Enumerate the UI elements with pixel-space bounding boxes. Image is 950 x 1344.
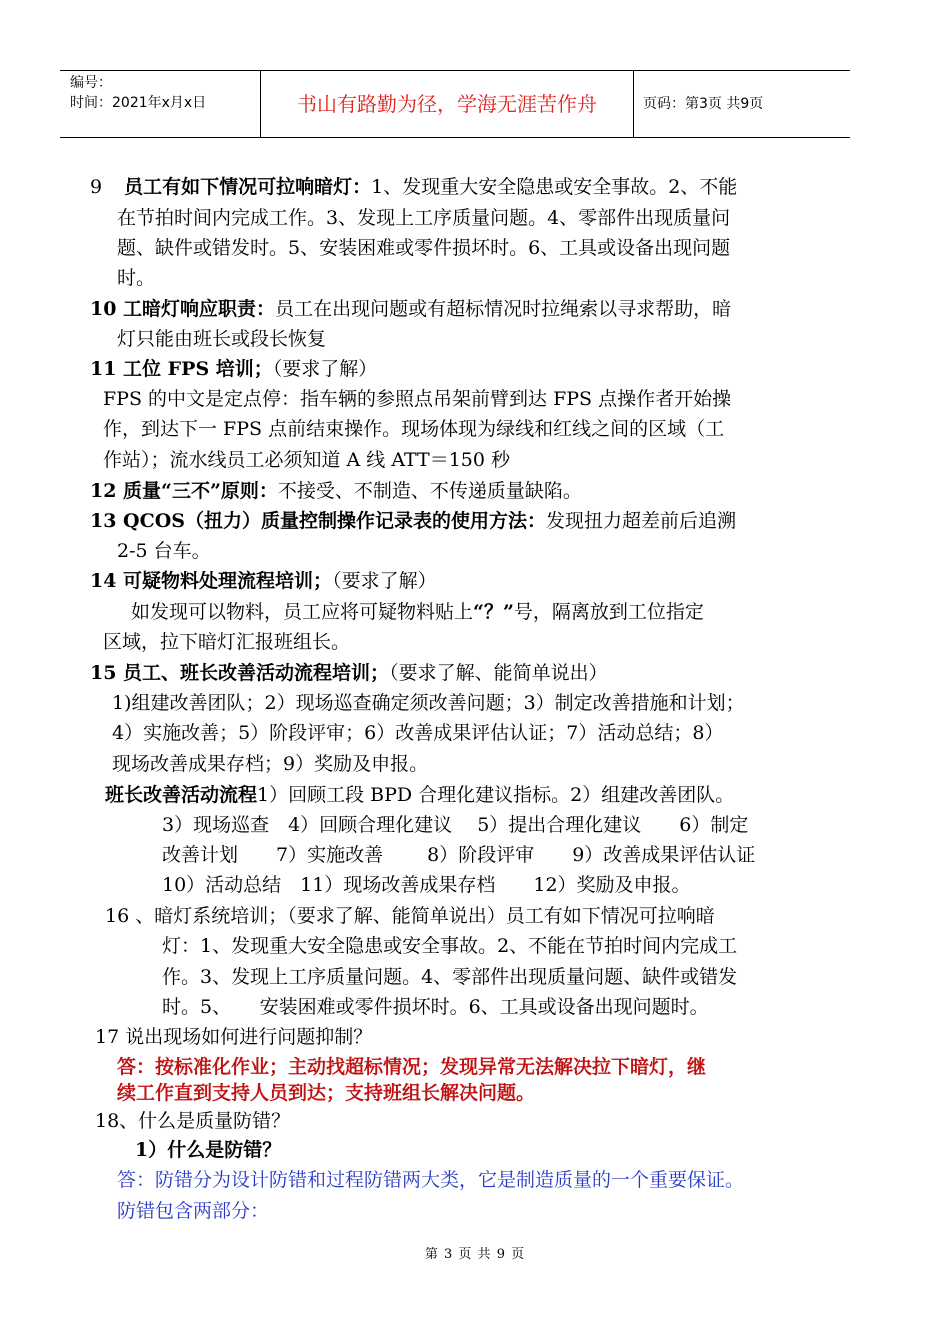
answer-line: 答：防错分为设计防错和过程防错两大类，它是制造质量的一个重要保证。 <box>117 1169 745 1191</box>
text-line <box>105 782 734 808</box>
sub-question-line: 1）什么是防错？ <box>135 1139 282 1161</box>
text-line: 灯：1、发现重大安全隐患或安全事故。2、不能在节拍时间内完成工 <box>162 935 738 957</box>
header-divider <box>633 71 634 137</box>
header-motto: 书山有路勤为径，学海无涯苦作舟 <box>297 92 597 116</box>
item-text: 号，隔离放到工位指定 <box>513 601 704 623</box>
text-line: 在节拍时间内完成工作。3、发现上工序质量问题。4、零部件出现质量问 <box>117 207 731 229</box>
item-text: （要求了解） <box>272 358 378 380</box>
text-line <box>131 599 704 625</box>
text-line <box>90 296 731 322</box>
text-line <box>90 660 608 686</box>
item-text: 1）回顾工段 BPD 合理化建议指标。2）组建改善团队。 <box>257 784 735 806</box>
text-line <box>90 356 377 382</box>
question-line: 18、什么是质量防错？ <box>95 1110 291 1132</box>
item-text: 1、发现重大安全隐患或安全事故。2、不能 <box>371 176 738 198</box>
text-line: 时。5、 安装困难或零件损坏时。6、工具或设备出现问题时。 <box>162 996 709 1018</box>
text-line <box>90 568 437 594</box>
text-line: 16 、暗灯系统培训；（要求了解、能简单说出）员工有如下情况可拉响暗 <box>105 905 715 927</box>
item-text: 如发现可以物料，员工应将可疑物料贴上 <box>131 601 474 623</box>
text-line: 作。3、发现上工序质量问题。4、零部件出现质量问题、缺件或错发 <box>162 966 738 988</box>
item-heading: 12 质量“三不”原则： <box>90 480 278 502</box>
item-heading: 14 可疑物料处理流程培训； <box>90 570 333 592</box>
header-number: 编号： <box>70 75 112 91</box>
text-line: 10）活动总结 11）现场改善成果存档 12）奖励及申报。 <box>162 874 691 896</box>
text-line: 2-5 台车。 <box>117 540 211 562</box>
item-text: （要求了解、能简单说出） <box>389 662 608 684</box>
answer-line: 防错包含两部分： <box>117 1200 270 1222</box>
item-text: 发现扭力超差前后追溯 <box>546 510 737 532</box>
item-heading: 11 工位 FPS 培训； <box>90 358 273 380</box>
header-left-cell <box>60 71 260 137</box>
header-time: 时间：2021年x月x日 <box>70 95 207 111</box>
text-line: 3）现场巡查 4）回顾合理化建议 5）提出合理化建议 6）制定 <box>162 814 749 836</box>
answer-line: 续工作直到支持人员到达；支持班组长解决问题。 <box>117 1082 536 1104</box>
page-footer: 第 3 页 共 9 页 <box>424 1247 526 1262</box>
text-line: 区域，拉下暗灯汇报班组长。 <box>103 631 351 653</box>
question-mark-label: “？” <box>473 601 514 623</box>
item-text: 员工在出现问题或有超标情况时拉绳索以寻求帮助，暗 <box>275 298 732 320</box>
text-line: 1)组建改善团队；2）现场巡查确定须改善问题；3）制定改善措施和计划； <box>112 692 745 714</box>
answer-line: 答：按标准化作业；主动找超标情况；发现异常无法解决拉下暗灯，继 <box>117 1056 707 1078</box>
item-heading: 班长改善活动流程 <box>105 784 258 806</box>
item-heading: 15 员工、班长改善活动流程培训； <box>90 662 390 684</box>
item-heading: 10 工暗灯响应职责： <box>90 298 276 320</box>
text-line: 4）实施改善；5）阶段评审；6）改善成果评估认证；7）活动总结；8） <box>112 722 724 744</box>
text-line: 时。 <box>117 267 156 289</box>
text-line <box>90 174 737 200</box>
header-page-number: 页码：第3页 共9页 <box>643 96 764 112</box>
text-line <box>90 478 582 504</box>
page-header <box>60 70 850 138</box>
text-line: 改善计划 7）实施改善 8）阶段评审 9）改善成果评估认证 <box>162 844 756 866</box>
item-heading: 13 QCOS（扭力）质量控制操作记录表的使用方法： <box>90 510 547 532</box>
item-number: 9 <box>90 176 103 198</box>
question-line: 17 说出现场如何进行问题抑制？ <box>95 1026 373 1048</box>
text-line <box>90 508 736 534</box>
text-line: 现场改善成果存档；9）奖励及申报。 <box>112 753 429 775</box>
item-heading: 员工有如下情况可拉响暗灯： <box>124 176 372 198</box>
text-line: 作站）；流水线员工必须知道 A 线 ATT＝150 秒 <box>103 449 511 471</box>
text-line: 题、缺件或错发时。5、安装困难或零件损坏时。6、工具或设备出现问题 <box>117 237 731 259</box>
text-line: 灯只能由班长或段长恢复 <box>117 328 327 350</box>
item-text: 不接受、不制造、不传递质量缺陷。 <box>277 480 582 502</box>
text-line: FPS 的中文是定点停：指车辆的参照点吊架前臂到达 FPS 点操作者开始操 <box>103 388 732 410</box>
item-text: （要求了解） <box>332 570 437 592</box>
text-line: 作，到达下一 FPS 点前结束操作。现场体现为绿线和红线之间的区域（工 <box>103 418 725 440</box>
